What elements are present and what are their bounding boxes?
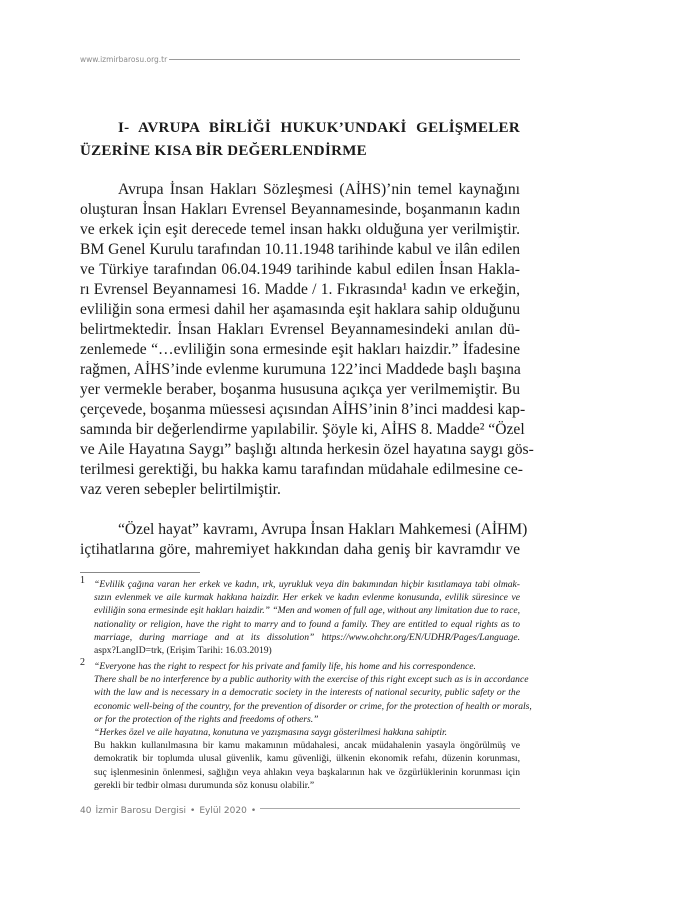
text-line: Avrupa İnsan Hakları Sözleşmesi (AİHS)’nin temel kaynağını	[118, 181, 520, 198]
footnote-line: There shall be no interference by a public authority with the exercise of this right except such as is in accordance	[94, 674, 529, 686]
page-number: 40	[80, 806, 92, 816]
text-line: zenlemede “…evliliğin sona ermesinde eşit hakları haizdir.” İfadesine	[80, 341, 520, 358]
text-line: ve Türkiye tarafından 06.04.1949 tarihinde kabul edilen İnsan Hakla-	[80, 261, 520, 278]
footnote-line: sızın evlenmek ve aile kurmak hakkına haizdir. Her erkek ve kadın evlenme konusunda, evlilik süresince ve	[94, 592, 520, 604]
footnote-2	[80, 657, 532, 792]
header-url: www.izmirbarosu.org.tr	[80, 54, 168, 64]
text-line: vaz veren sebepler belirtilmiştir.	[80, 481, 281, 498]
footnote-line: aspx?LangID=trk, (Erişim Tarihi: 16.03.2019)	[94, 644, 272, 656]
text-line: rı Evrensel Beyannamesi 16. Madde / 1. Fıkrasında¹ kadın ve erkeğin,	[80, 281, 520, 298]
text-line: çerçevede, boşanma müessesi açısından AİHS’inin 8’inci maddesi kap-	[80, 401, 526, 418]
footnote-line: “Evlilik çağına varan her erkek ve kadın, ırk, uyrukluk veya din bakımından hiçbir kısıtlamaya tabi olmak-	[94, 579, 520, 590]
footnote-separator	[80, 572, 200, 573]
text-line: içtihatlarına göre, mahremiyet hakkından daha geniş bir kavramdır ve	[80, 541, 520, 558]
journal-name: İzmir Barosu Dergisi	[95, 806, 187, 816]
footnote-number: 1	[80, 575, 85, 586]
footnote-line: marriage, during marriage and at its dissolution” https://www.ohchr.org/EN/UDHR/Pages/Language.	[94, 631, 520, 643]
separator: •	[250, 806, 257, 816]
footnote-number: 2	[80, 657, 85, 668]
separator: •	[190, 806, 196, 816]
footnote-line: nationality or religion, have the right to marry and to found a family. They are entitled to equal rights as to	[94, 618, 520, 630]
text-line: yer vermekle beraber, boşanma hususuna açıkça yer verilmemiştir. Bu	[80, 381, 520, 398]
text-line: oluşturan İnsan Hakları Evrensel Beyannamesinde, boşanmanın kadın	[80, 201, 520, 218]
footnote-line: demokratik bir toplumda ulusal güvenlik, kamu güvenliği, ülkenin ekonomik refahı, düzenin korunması,	[94, 753, 520, 765]
text-line: belirtmektedir. İnsan Hakları Evrensel Beyannamesindeki anılan dü-	[80, 321, 520, 338]
text-line: BM Genel Kurulu tarafından 10.11.1948 tarihinde kabul ve ilân edilen	[80, 241, 520, 258]
issue-date: Eylül 2020	[199, 806, 247, 816]
header-rule	[169, 59, 520, 60]
text-line: ve Aile Hayatına Saygı” başlığı altında herkesin özel hayatına saygı gös-	[80, 441, 534, 458]
footnote-line: “Herkes özel ve aile hayatına, konutuna ve yazışmasına saygı gösterilmesi hakkına sahiptir.	[94, 726, 448, 738]
running-header	[80, 52, 520, 66]
footnote-line: economic well-being of the country, for the prevention of disorder or crime, for the protection of health or morals,	[94, 700, 532, 712]
footnote-line: with the law and is necessary in a democratic society in the interests of national security, public safety or the	[94, 687, 520, 699]
text-line: “Özel hayat” kavramı, Avrupa İnsan Hakları Mahkemesi (AİHM)	[118, 521, 528, 538]
footnote-line: evliliğin sona ermesinde eşit hakları haizdir.” “Men and women of full age, without any limitation due to race,	[94, 605, 520, 617]
footer-rule	[260, 808, 520, 809]
paragraph-1	[80, 180, 534, 500]
section-heading-line1: I- AVRUPA BİRLİĞİ HUKUK’UNDAKİ GELİŞMELER	[118, 120, 520, 136]
footnote-1	[80, 575, 520, 657]
footnote-line: suç işlenmesinin önlenmesi, sağlığın veya ahlakın veya başkalarının hak ve özgürlüklerinin korunması için	[94, 766, 520, 778]
footnote-line: Bu hakkın kullanılmasına bir kamu makamının müdahalesi, ancak müdahalenin yasayla öngörülmüş ve	[94, 740, 520, 752]
text-line: terilmesi gerektiği, bu hakka kamu tarafından müdahale edilmesine ce-	[80, 461, 523, 478]
footnote-line: “Everyone has the right to respect for his private and family life, his home and his correspondence.	[94, 661, 476, 672]
paragraph-2	[80, 520, 528, 560]
text-line: ve erkek için eşit derecede temel insan hakkı olduğuna yer verilmiştir.	[80, 221, 520, 238]
text-line: samında bir değerlendirme yapılabilir. Şöyle ki, AİHS 8. Madde² “Özel	[80, 421, 525, 438]
text-line: rağmen, AİHS’inde evlenme kurumuna 122’inci Maddede başlı başına	[80, 361, 521, 378]
footnote-line: or for the protection of the rights and freedoms of others.”	[94, 713, 319, 725]
section-heading-line2: ÜZERİNE KISA BİR DEĞERLENDİRME	[80, 143, 367, 159]
text-line: evliliğin sona ermesi dahil her aşamasında eşit haklara sahip olduğunu	[80, 301, 520, 318]
footnote-line: gerekli bir tedbir olması durumunda söz konusu olabilir.”	[94, 779, 315, 791]
running-footer	[80, 804, 520, 818]
